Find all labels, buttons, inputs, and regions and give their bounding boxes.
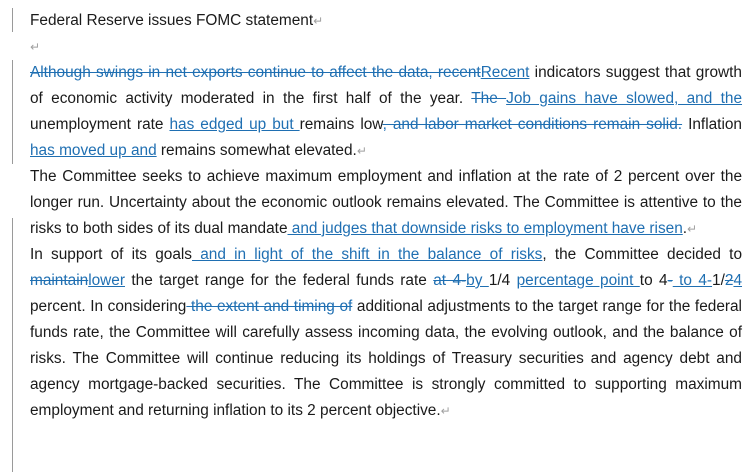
- body-text: unemployment rate: [30, 116, 170, 133]
- paragraph-economic-activity: [30, 60, 742, 164]
- inserted-text: percentage point: [516, 272, 640, 289]
- body-text: percent. In considering: [30, 298, 187, 315]
- body-text: The Committee seeks to achieve maximum employment and inflation at the rate of 2 percent over the longer run. Uncertainty about the economic outlook remains elevated. The Committee is attentive to the risks to both sides of its dual mandate: [30, 168, 742, 237]
- body-text: remains low: [299, 116, 383, 133]
- deleted-text: at 4-: [433, 272, 467, 289]
- paragraph-mark: ↵: [313, 14, 324, 28]
- title-text: Federal Reserve issues FOMC statement: [30, 12, 314, 29]
- paragraph-mark: ↵: [440, 404, 451, 418]
- paragraph-mark: ↵: [356, 144, 367, 158]
- inserted-text: has edged up but: [169, 116, 300, 133]
- inserted-text: by: [466, 272, 489, 289]
- change-bar: [12, 8, 13, 32]
- inserted-text: Recent: [480, 64, 530, 81]
- document-body[interactable]: [30, 8, 742, 424]
- paragraph-committee-goals: [30, 164, 742, 242]
- body-text: the target range for the federal funds rate: [124, 272, 434, 289]
- paragraph-policy-decision: [30, 242, 742, 424]
- paragraph-mark: ↵: [687, 222, 698, 236]
- inserted-text: lower: [88, 272, 125, 289]
- body-text: additional adjustments to the target range for the federal funds rate, the Committee will carefully assess incoming data, the evolving outlook, and the balance of risks. The Committee will continue reducing its holdings of Treasury securities and agency debt and agency mortgage‑backed securities. The Committee is strongly committed to supporting maximum employment and returning inflation to its 2 percent objective.: [30, 298, 742, 419]
- body-text: 1/: [712, 272, 725, 289]
- deleted-text: Although swings in net exports continue to affect the data, recent: [30, 64, 481, 81]
- body-text: remains somewhat elevated.: [156, 142, 357, 159]
- inserted-text: to 4-: [672, 272, 713, 289]
- inserted-text: and in light of the shift in the balance of risks: [192, 246, 543, 263]
- inserted-text: and judges that downside risks to employment have risen: [287, 220, 683, 237]
- body-text: Inflation: [682, 116, 742, 133]
- deleted-text: The: [471, 90, 507, 107]
- empty-paragraph: [30, 34, 742, 60]
- deleted-text: maintain: [30, 272, 89, 289]
- deleted-text: -: [667, 272, 673, 289]
- body-text: .: [682, 220, 688, 237]
- deleted-text: the extent and timing of: [186, 298, 353, 315]
- deleted-text: , and labor market conditions remain solid.: [382, 116, 683, 133]
- body-text: , the Committee decided to: [542, 246, 742, 263]
- body-text: 1/4: [488, 272, 517, 289]
- deleted-text: 2: [724, 272, 734, 289]
- change-bar: [12, 60, 13, 164]
- inserted-text: Job gains have slowed, and the: [506, 90, 743, 107]
- document-title: [30, 8, 742, 34]
- change-bar: [12, 218, 13, 472]
- inserted-text: has moved up and: [30, 142, 157, 159]
- paragraph-mark: ↵: [30, 40, 41, 54]
- body-text: In support of its goals: [30, 246, 193, 263]
- inserted-text: 4: [733, 272, 743, 289]
- body-text: to 4: [639, 272, 668, 289]
- body-text: indicators suggest that growth of economic activity moderated in the first half of the year.: [30, 64, 742, 107]
